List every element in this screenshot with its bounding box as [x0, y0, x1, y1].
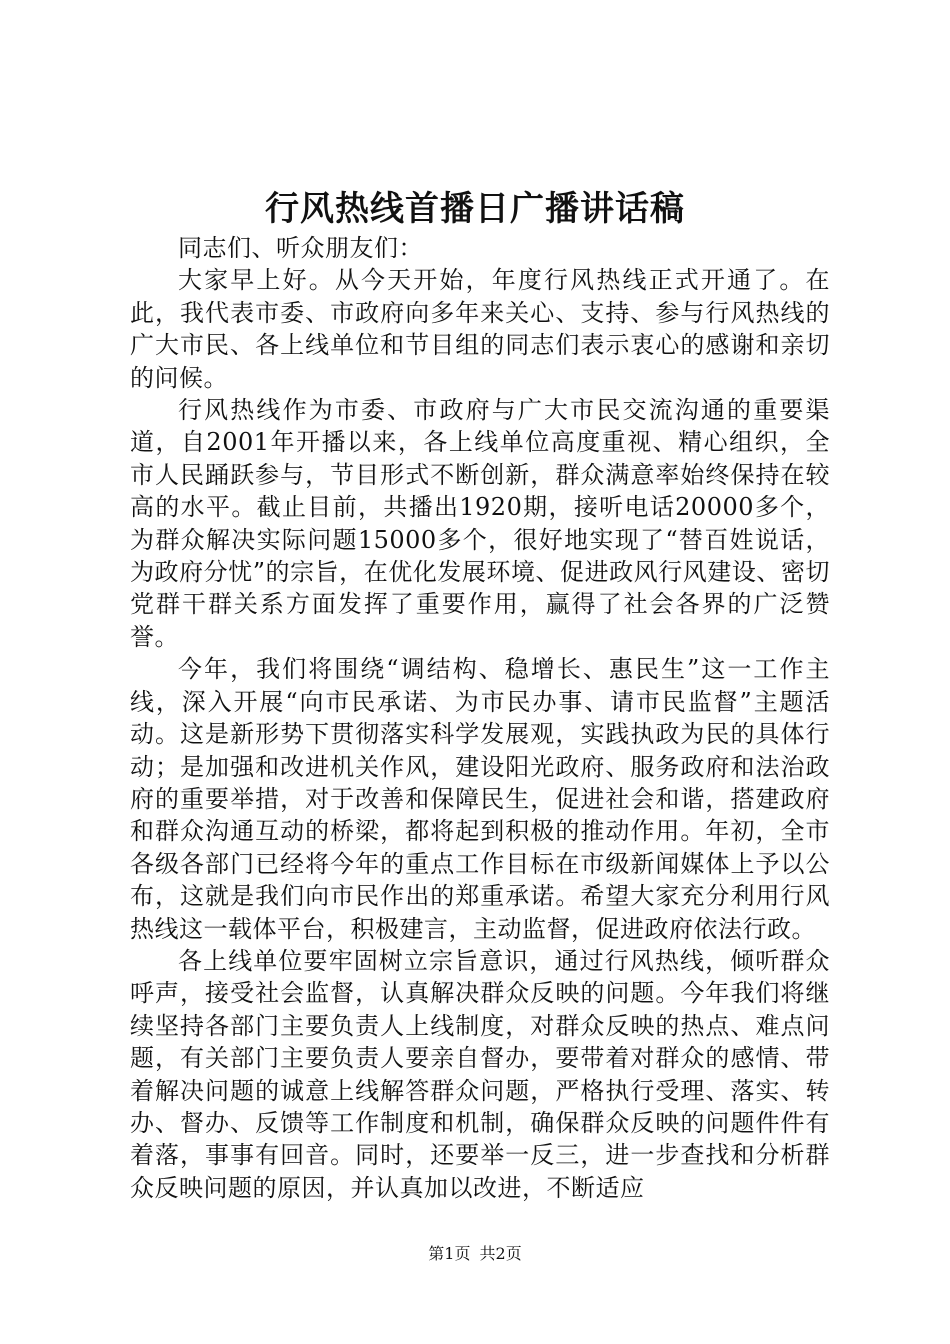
- document-body: [130, 232, 830, 1204]
- paragraph: 行风热线作为市委、市政府与广大市民交流沟通的重要渠道，自2001年开播以来，各上线单位高度重视、精心组织，全市人民踊跃参与，节目形式不断创新，群众满意率始终保持在较高的水平。截止目前，共播出1920期，接听电话20000多个，为群众解决实际问题15000多个，很好地实现了“替百姓说话，为政府分忧”的宗旨，在优化发展环境、促进政风行风建设、密切党群干群关系方面发挥了重要作用，赢得了社会各界的广泛赞誉。: [130, 396, 830, 651]
- page-footer: [0, 1242, 950, 1266]
- paragraph-greeting: 同志们、听众朋友们：: [178, 234, 423, 262]
- page-number: 第1页: [428, 1244, 471, 1263]
- paragraph: 今年，我们将围绕“调结构、稳增长、惠民生”这一工作主线，深入开展“向市民承诺、为市民办事、请市民监督”主题活动。这是新形势下贯彻落实科学发展观，实践执政为民的具体行动；是加强和改进机关作风，建设阳光政府、服务政府和法治政府的重要举措，对于改善和保障民生，促进社会和谐，搭建政府和群众沟通互动的桥梁，都将起到积极的推动作用。年初，全市各级各部门已经将今年的重点工作目标在市级新闻媒体上予以公布，这就是我们向市民作出的郑重承诺。希望大家充分利用行风热线这一载体平台，积极建言，主动监督，促进政府依法行政。: [130, 655, 830, 943]
- document-title: 行风热线首播日广播讲话稿: [265, 189, 685, 229]
- paragraph: 各上线单位要牢固树立宗旨意识，通过行风热线，倾听群众呼声，接受社会监督，认真解决群众反映的问题。今年我们将继续坚持各部门主要负责人上线制度，对群众反映的热点、难点问题，有关部门主要负责人要亲自督办，要带着对群众的感情、带着解决问题的诚意上线解答群众问题，严格执行受理、落实、转办、督办、反馈等工作制度和机制，确保群众反映的问题件件有着落，事事有回音。同时，还要举一反三，进一步查找和分析群众反映问题的原因，并认真加以改进，不断适应: [130, 946, 830, 1202]
- paragraph: 大家早上好。从今天开始，年度行风热线正式开通了。在此，我代表市委、市政府向多年来关心、支持、参与行风热线的广大市民、各上线单位和节目组的同志们表示衷心的感谢和亲切的问候。: [130, 266, 830, 392]
- page-total: 共2页: [479, 1244, 522, 1263]
